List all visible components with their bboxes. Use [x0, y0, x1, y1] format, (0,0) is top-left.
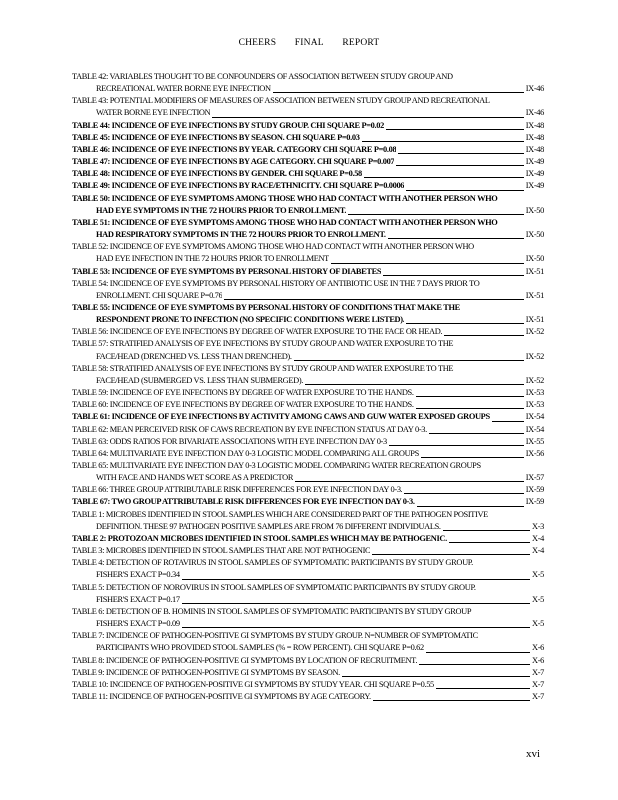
toc-entry-page: IX-52	[525, 375, 544, 385]
dot-leader	[396, 165, 523, 166]
toc-entry[interactable]	[72, 655, 544, 667]
header-word-final: FINAL	[294, 38, 324, 48]
toc-entry-page: IX-50	[525, 254, 544, 264]
toc-entry-title-line: FISHER'S EXACT P=0.17	[96, 594, 180, 604]
dot-leader	[182, 603, 530, 604]
toc-entry-title-line: TABLE 9: INCIDENCE OF PATHOGEN-POSITIVE GI SYMPTOMS BY SEASON.	[72, 667, 340, 677]
toc-entry[interactable]	[72, 278, 544, 302]
toc-entry-title-line: DEFINITION. THESE 97 PATHOGEN POSITIVE SAMPLES ARE FROM 76 DIFFERENT INDIVIDUALS.	[96, 521, 441, 531]
toc-entry-title-line: TABLE 44: INCIDENCE OF EYE INFECTIONS BY STUDY GROUP. CHI SQUARE P=0.02	[72, 120, 384, 130]
toc-entry[interactable]	[72, 168, 544, 180]
toc-entry[interactable]	[72, 460, 544, 484]
toc-entry-title-line: ENROLLMENT. CHI SQUARE P=0.76	[96, 290, 223, 300]
toc-entry[interactable]	[72, 363, 544, 387]
toc-entry-page: IX-51	[525, 290, 544, 300]
toc-entry-title-line: TABLE 46: INCIDENCE OF EYE INFECTIONS BY YEAR. CATEGORY CHI SQUARE P=0.08	[72, 144, 397, 154]
toc-entry-title-line: FACE/HEAD (DRENCHED VS. LESS THAN DRENCHED).	[96, 351, 292, 361]
header-word-report: REPORT	[342, 38, 380, 48]
dot-leader	[342, 676, 530, 677]
toc-entry[interactable]	[72, 484, 544, 496]
toc-entry-title-line: FISHER'S EXACT P=0.34	[96, 570, 180, 580]
toc-entry-title-line: TABLE 64: MULTIVARIATE EYE INFECTION DAY 0-3 LOGISTIC MODEL COMPARING ALL GROUPS	[72, 448, 419, 458]
toc-entry[interactable]	[72, 217, 544, 241]
dot-leader	[426, 652, 530, 653]
toc-entry-title-line: TABLE 54: INCIDENCE OF EYE SYMPTOMS BY PERSONAL HISTORY OF ANTIBIOTIC USE IN THE 7 DAYS PRIOR TO	[72, 278, 480, 288]
dot-leader	[388, 238, 524, 239]
dot-leader	[416, 408, 524, 409]
dot-leader	[417, 506, 524, 507]
toc-entry-title-line: TABLE 42: VARIABLES THOUGHT TO BE CONFOUNDERS OF ASSOCIATION BETWEEN STUDY GROUP AND	[72, 72, 453, 81]
toc-entry[interactable]	[72, 606, 544, 630]
dot-leader	[362, 141, 524, 142]
toc-entry-title-line: TABLE 1: MICROBES IDENTIFIED IN STOOL SAMPLES WHICH ARE CONSIDERED PART OF THE PATHOGEN POSITIVE	[72, 509, 488, 519]
toc-entry[interactable]	[72, 582, 544, 606]
toc-entry-page: IX-48	[525, 120, 544, 130]
toc-entry-title-line: TABLE 50: INCIDENCE OF EYE SYMPTOMS AMONG THOSE WHO HAD CONTACT WITH ANOTHER PERSON WHO	[72, 193, 498, 203]
toc-entry-title-line: HAD EYE SYMPTOMS IN THE 72 HOURS PRIOR TO ENROLLMENT.	[96, 205, 347, 215]
toc-entry-title-line: TABLE 61: INCIDENCE OF EYE INFECTIONS BY ACTIVITY AMONG CAWS AND GUW WATER EXPOSED GROUPS	[72, 412, 490, 422]
dot-leader	[294, 360, 524, 361]
toc-entry-title-line: TABLE 48: INCIDENCE OF EYE INFECTIONS BY GENDER. CHI SQUARE P=0.58	[72, 169, 362, 179]
toc-entry-title-line: RESPONDENT PRONE TO INFECTION (NO SPECIFIC CONDITIONS WERE LISTED).	[96, 315, 405, 325]
toc-entry-title-line: TABLE 43: POTENTIAL MODIFIERS OF MEASURES OF ASSOCIATION BETWEEN STUDY GROUP AND RECREATIONAL	[72, 96, 490, 106]
toc-entry-title-line: TABLE 62: MEAN PERCEIVED RISK OF CAWS RECREATION BY EYE INFECTION STATUS AT DAY 0-3.	[72, 424, 427, 434]
toc-entry-page: IX-50	[525, 205, 544, 215]
dot-leader	[372, 554, 530, 555]
toc-entry-title-line: RECREATIONAL WATER BORNE EYE INFECTION	[96, 84, 271, 94]
toc-entry[interactable]	[72, 156, 544, 168]
toc-entry-page: X-6	[532, 655, 544, 665]
toc-entry-title-line: TABLE 10: INCIDENCE OF PATHOGEN-POSITIVE GI SYMPTOMS BY STUDY YEAR. CHI SQUARE P=0.55	[72, 679, 434, 689]
toc-entry-title-line: TABLE 45: INCIDENCE OF EYE INFECTIONS BY SEASON. CHI SQUARE P=0.03	[72, 132, 360, 142]
toc-entry-title-line: TABLE 67: TWO GROUP ATTRIBUTABLE RISK DIFFERENCES FOR EYE INFECTION DAY 0-3.	[72, 497, 415, 507]
toc-entry[interactable]	[72, 448, 544, 460]
toc-entry-title-line: TABLE 55: INCIDENCE OF EYE SYMPTOMS BY PERSONAL HISTORY OF CONDITIONS THAT MAKE THE	[72, 302, 460, 312]
toc-entry-title-line: TABLE 49: INCIDENCE OF EYE INFECTIONS BY RACE/ETHNICITY. CHI SQUARE P=0.0006	[72, 181, 405, 191]
toc-entry-title-line: TABLE 53: INCIDENCE OF EYE SYMPTOMS BY PERSONAL HISTORY OF DIABETES	[72, 266, 382, 276]
toc-entry-page: IX-59	[525, 497, 544, 507]
dot-leader	[398, 153, 523, 154]
toc-entry-title-line: WITH FACE AND HANDS WET SCORE AS A PREDICTOR	[96, 473, 294, 483]
toc-entry-title-line: TABLE 58: STRATIFIED ANALYSIS OF EYE INFECTIONS BY STUDY GROUP AND WATER EXPOSURE TO THE	[72, 363, 454, 373]
dot-leader	[386, 129, 524, 130]
toc-entry[interactable]	[72, 193, 544, 217]
toc-entry[interactable]	[72, 71, 544, 95]
toc-entry-page: IX-52	[525, 351, 544, 361]
toc-entry-page: X-3	[532, 521, 544, 531]
toc-entry-title-line: TABLE 57: STRATIFIED ANALYSIS OF EYE INFECTIONS BY STUDY GROUP AND WATER EXPOSURE TO THE	[72, 339, 454, 349]
dot-leader	[492, 421, 524, 422]
toc-entry-page: IX-59	[525, 485, 544, 495]
running-header	[0, 38, 618, 48]
toc-entry-title-line: TABLE 3: MICROBES IDENTIFIED IN STOOL SAMPLES THAT ARE NOT PATHOGENIC	[72, 546, 371, 556]
toc-entry[interactable]	[72, 266, 544, 278]
toc-entry[interactable]	[72, 557, 544, 581]
toc-entry-title-line: TABLE 11: INCIDENCE OF PATHOGEN-POSITIVE GI SYMPTOMS BY AGE CATEGORY.	[72, 691, 371, 701]
dot-leader	[419, 664, 530, 665]
dot-leader	[224, 299, 523, 300]
toc-entry-page: IX-57	[525, 473, 544, 483]
dot-leader	[373, 700, 530, 701]
toc-entry-title-line: TABLE 65: MULTIVARIATE EYE INFECTION DAY 0-3 LOGISTIC MODEL COMPARING WATER RECREATION GROUPS	[72, 461, 481, 470]
dot-leader	[348, 214, 524, 215]
dot-leader	[212, 117, 523, 118]
toc-entry-page: X-5	[532, 619, 544, 629]
toc-entry-title-line: TABLE 60: INCIDENCE OF EYE INFECTIONS BY DEGREE OF WATER EXPOSURE TO THE HANDS.	[72, 400, 414, 410]
toc-entry[interactable]	[72, 436, 544, 448]
dot-leader	[182, 579, 530, 580]
toc-entry-title-line: TABLE 63: ODDS RATIOS FOR BIVARIATE ASSOCIATIONS WITH EYE INFECTION DAY 0-3	[72, 436, 387, 446]
toc-entry[interactable]	[72, 180, 544, 192]
toc-entry-page: IX-50	[525, 230, 544, 240]
toc-entry-page: IX-54	[525, 412, 544, 422]
toc-entry-page: IX-53	[525, 388, 544, 398]
toc-entry-page: IX-51	[525, 266, 544, 276]
toc-entry[interactable]	[72, 411, 544, 423]
toc-entry-title-line: TABLE 59: INCIDENCE OF EYE INFECTIONS BY DEGREE OF WATER EXPOSURE TO THE HANDS.	[72, 388, 414, 398]
toc-entry-title-line: TABLE 56: INCIDENCE OF EYE INFECTIONS BY DEGREE OF WATER EXPOSURE TO THE FACE OR HEAD.	[72, 327, 443, 337]
toc-entry[interactable]	[72, 533, 544, 545]
toc-entry[interactable]	[72, 144, 544, 156]
toc-entry-title-line: TABLE 51: INCIDENCE OF EYE SYMPTOMS AMONG THOSE WHO HAD CONTACT WITH ANOTHER PERSON WHO	[72, 217, 498, 227]
toc-entry[interactable]	[72, 326, 544, 338]
toc-entry-page: IX-53	[525, 400, 544, 410]
toc-entry[interactable]	[72, 630, 544, 654]
toc-entry[interactable]	[72, 338, 544, 362]
toc-entry-title-line: TABLE 6: DETECTION OF B. HOMINIS IN STOOL SAMPLES OF SYMPTOMATIC PARTICIPANTS BY STUDY GROUP	[72, 606, 472, 616]
toc-entry[interactable]	[72, 424, 544, 436]
toc-entry-page: X-7	[532, 667, 544, 677]
dot-leader	[383, 275, 524, 276]
toc-entry-title-line: TABLE 8: INCIDENCE OF PATHOGEN-POSITIVE GI SYMPTOMS BY LOCATION OF RECRUITMENT.	[72, 655, 418, 665]
list-of-tables	[72, 71, 544, 703]
toc-entry-page: X-4	[532, 546, 544, 556]
toc-entry-page: IX-49	[525, 157, 544, 167]
toc-entry[interactable]	[72, 120, 544, 132]
dot-leader	[273, 92, 524, 93]
toc-entry-title-line: TABLE 7: INCIDENCE OF PATHOGEN-POSITIVE GI SYMPTOMS BY STUDY GROUP. N=NUMBER OF SYMPTOMATIC	[72, 631, 478, 641]
toc-entry-page: IX-49	[525, 181, 544, 191]
toc-entry-page: IX-52	[525, 327, 544, 337]
toc-entry[interactable]	[72, 399, 544, 411]
toc-entry-title-line: TABLE 2: PROTOZOAN MICROBES IDENTIFIED IN STOOL SAMPLES WHICH MAY BE PATHOGENIC.	[72, 533, 447, 543]
toc-entry-page: IX-55	[525, 436, 544, 446]
toc-entry-page: IX-46	[525, 108, 544, 118]
toc-entry[interactable]	[72, 691, 544, 703]
dot-leader	[416, 396, 524, 397]
dot-leader	[429, 433, 524, 434]
dot-leader	[444, 335, 524, 336]
toc-entry-title-line: TABLE 47: INCIDENCE OF EYE INFECTIONS BY AGE CATEGORY. CHI SQUARE P=0.007	[72, 157, 395, 167]
toc-entry-title-line: WATER BORNE EYE INFECTION	[96, 108, 211, 118]
toc-entry-title-line: HAD RESPIRATORY SYMPTOMS IN THE 72 HOURS PRIOR TO ENROLLMENT.	[96, 230, 386, 240]
toc-entry-page: IX-48	[525, 144, 544, 154]
toc-entry-title-line: PARTICIPANTS WHO PROVIDED STOOL SAMPLES (% = ROW PERCENT). CHI SQUARE P=0.62	[96, 643, 424, 653]
toc-entry[interactable]	[72, 509, 544, 533]
toc-entry[interactable]	[72, 545, 544, 557]
toc-entry-title-line: TABLE 52: INCIDENCE OF EYE SYMPTOMS AMONG THOSE WHO HAD CONTACT WITH ANOTHER PERSON WHO	[72, 242, 474, 252]
toc-entry-page: IX-54	[525, 424, 544, 434]
toc-entry-page: X-5	[532, 594, 544, 604]
toc-entry[interactable]	[72, 95, 544, 119]
toc-entry-page: IX-56	[525, 448, 544, 458]
toc-entry-page: X-4	[532, 533, 544, 543]
toc-entry-title-line: TABLE 66: THREE GROUP ATTRIBUTABLE RISK DIFFERENCES FOR EYE INFECTION DAY 0-3.	[72, 485, 403, 495]
dot-leader	[406, 190, 524, 191]
toc-entry[interactable]	[72, 496, 544, 508]
dot-leader	[331, 263, 524, 264]
toc-entry-page: X-6	[532, 643, 544, 653]
page-number: xvi	[526, 748, 541, 760]
toc-entry-title-line: TABLE 5: DETECTION OF NOROVIRUS IN STOOL SAMPLES OF SYMPTOMATIC PARTICIPANTS BY STUDY GROUP.	[72, 582, 476, 592]
dot-leader	[182, 627, 530, 628]
toc-entry-title-line: HAD EYE INFECTION IN THE 72 HOURS PRIOR TO ENROLLMENT	[96, 254, 329, 264]
toc-entry[interactable]	[72, 667, 544, 679]
toc-entry[interactable]	[72, 679, 544, 691]
dot-leader	[421, 457, 524, 458]
toc-entry-title-line: FISHER'S EXACT P=0.09	[96, 619, 180, 629]
dot-leader	[404, 493, 523, 494]
dot-leader	[364, 177, 524, 178]
toc-entry[interactable]	[72, 241, 544, 265]
toc-entry-page: X-5	[532, 570, 544, 580]
dot-leader	[295, 481, 524, 482]
header-word-cheers: CHEERS	[238, 38, 277, 48]
toc-entry-page: IX-51	[525, 315, 544, 325]
toc-entry-page: IX-46	[525, 84, 544, 94]
dot-leader	[436, 688, 530, 689]
dot-leader	[305, 384, 524, 385]
toc-entry-title-line: FACE/HEAD (SUBMERGED VS. LESS THAN SUBMERGED).	[96, 375, 304, 385]
dot-leader	[406, 323, 523, 324]
toc-entry-title-line: TABLE 4: DETECTION OF ROTAVIRUS IN STOOL SAMPLES OF SYMPTOMATIC PARTICIPANTS BY STUDY GROUP.	[72, 558, 473, 568]
toc-entry[interactable]	[72, 132, 544, 144]
toc-entry-page: IX-49	[525, 169, 544, 179]
toc-entry[interactable]	[72, 387, 544, 399]
dot-leader	[449, 542, 530, 543]
dot-leader	[389, 445, 524, 446]
toc-entry-page: X-7	[532, 679, 544, 689]
toc-entry-page: IX-48	[525, 132, 544, 142]
toc-entry-page: X-7	[532, 691, 544, 701]
dot-leader	[443, 530, 530, 531]
toc-entry[interactable]	[72, 302, 544, 326]
